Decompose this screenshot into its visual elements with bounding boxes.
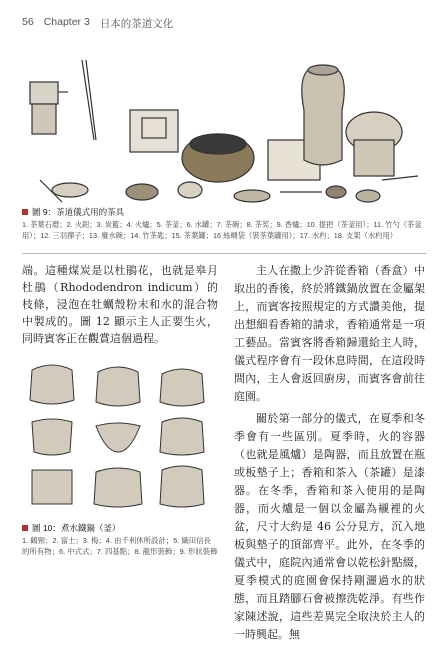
- chapter-label: Chapter 3: [43, 16, 90, 28]
- divider: [22, 253, 427, 254]
- figure-9-caption: 1. 茶葉石磨；2. 火鉗；3. 炭籃；4. 火爐；5. 茶釜；6. 水罐；7. 茶碗；8. 茶筅；9. 香爐；10. 提把（茶釜用）；11. 竹勺（茶釜用）；12. 三羽撣子；13. 廢水碗；14. 竹茶匙；15. 茶葉罐；16 絲綢袋（裝茶葉罐用）；17. 水杓；18. 支架（水杓用）: [22, 220, 422, 240]
- right-paragraph-2: 關於第一部分的儀式，在夏季和冬季會有一些區別。夏季時，火的容器（也就是風爐）是陶器，而且放置在瓶或板墊子上；香箱和茶入（茶罐）是漆器。在冬季，香箱和茶入使用的是陶器，而火爐是一個以金屬為襯裡的火盆，尺寸大約是 46 公分見方，沉入地板與墊子的頂部齊平。此外，在冬季的儀式中，庭院內通常會以乾松針點綴，夏季模式的庭園會保持剛灑過水的狀態，而且踏腳石會被擦洗乾淨。有些作家陳述說，這些差異完全取決於主人的一時興起。無: [234, 412, 425, 641]
- right-paragraph-1: 主人在撒上少許從香箱（香盒）中取出的香後，終於將鐵鍋放置在金屬架上，而賓客按照規定的方式讚美他，提出想細看香箱的請求，香箱通常是一項工藝品。當賓客將香箱歸還給主人時，儀式程序會有一段休息時間，在這段時間內，主人會返回廚房，而賓客會前往庭園。: [234, 264, 425, 403]
- figure-10-kettles: [22, 360, 218, 515]
- figure-marker-icon: [22, 209, 28, 215]
- right-column: [234, 262, 425, 648]
- left-column-text: 端。這種煤炭是以杜鵑花，也就是皋月杜鵑（Rhododendron indicum）的枝條，浸泡在牡蠣殼粉末和水的混合物中製成的。圖 12 顯示主人正要生火，同時賓客正在觀賞這個過程。: [22, 264, 218, 345]
- page-number: 56: [22, 16, 34, 28]
- figure-9-title-row: [22, 206, 427, 218]
- figure-9-caption-block: [22, 206, 427, 241]
- figure-10-caption: 1. 鶴頸；2. 富士；3. 梅；4. 由千利休所設計；5. 織田信長的所有物；6. 中式式；7. 四基點；8. 龍形裝飾；9. 形狀裝飾: [22, 536, 218, 556]
- figure-9-label: 圖 9：茶道儀式用的茶具: [32, 207, 125, 217]
- figure-10-title-row: [22, 522, 218, 534]
- chapter-title: 日本的茶道文化: [99, 18, 174, 30]
- tea-utensils-illustration: [22, 40, 422, 210]
- page-header: [22, 16, 173, 28]
- figure-marker-icon: [22, 525, 28, 531]
- kettles-illustration: [22, 360, 218, 515]
- figure-9-tea-utensils: [22, 40, 422, 210]
- figure-10-label: 圖 10：煮水鐵鍋（釜）: [32, 523, 121, 533]
- figure-10-caption-block: [22, 522, 218, 557]
